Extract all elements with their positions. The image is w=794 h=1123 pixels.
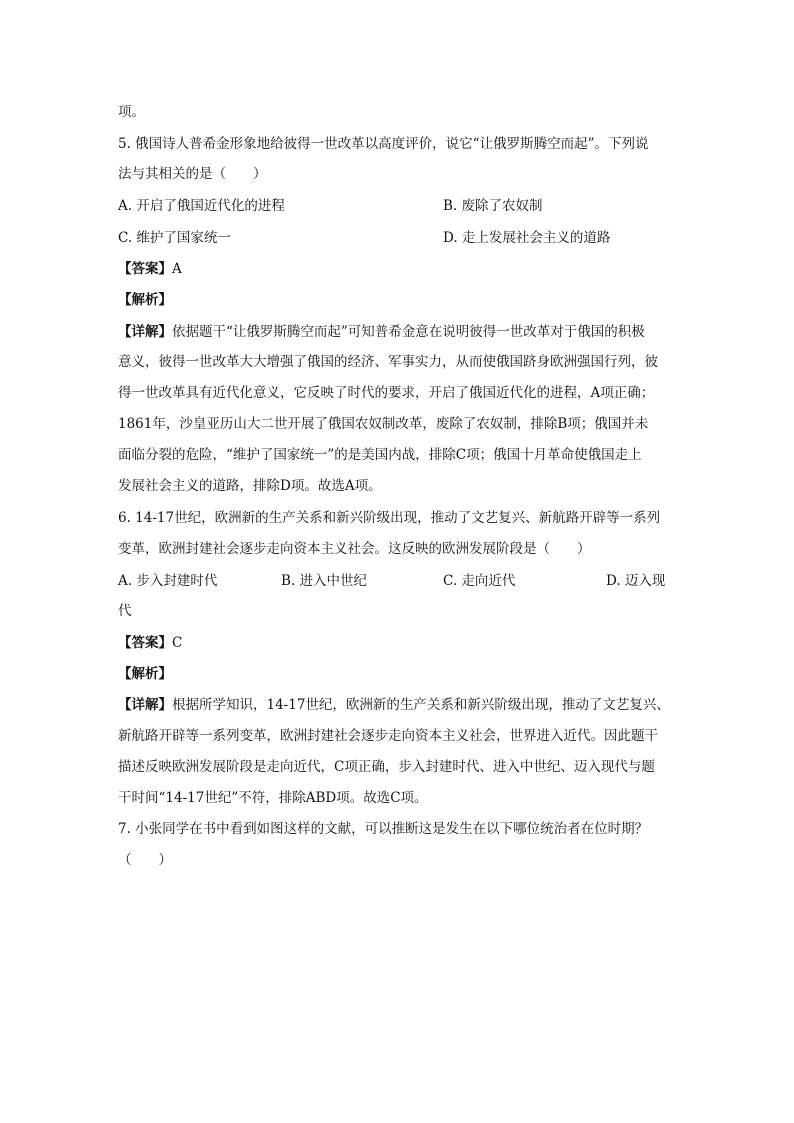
q7-stem-line-2: （ ） xyxy=(118,852,172,868)
q6-stem-line-1: 6. 14-17世纪，欧洲新的生产关系和新兴阶级出现，推动了文艺复兴、新航路开辟等一系列 xyxy=(118,510,661,526)
analysis-tag: 【解析】 xyxy=(118,666,172,682)
detail-tag: 【详解】 xyxy=(118,697,172,713)
q6-option-d: D. 迈入现 xyxy=(606,573,666,589)
q5-option-b: B. 废除了农奴制 xyxy=(443,198,543,214)
q5-detail-line-5: 面临分裂的危险，“维护了国家统一”的是美国内战，排除C项；俄国十月革命使俄国走上 xyxy=(118,447,642,463)
q6-answer xyxy=(118,634,182,652)
q5-detail-line-4: 1861年，沙皇亚历山大二世开展了俄国农奴制改革，废除了农奴制，排除B项；俄国并未 xyxy=(118,416,649,432)
detail-tag: 【详解】 xyxy=(118,324,172,340)
answer-tag: 【答案】 xyxy=(118,261,172,277)
q5-answer xyxy=(118,260,182,278)
q5-option-c: C. 维护了国家统一 xyxy=(118,230,231,246)
analysis-tag: 【解析】 xyxy=(118,292,172,308)
q6-option-c: C. 走向近代 xyxy=(443,573,516,589)
q5-detail-line-2: 意义，彼得一世改革大大增强了俄国的经济、军事实力，从而使俄国跻身欧洲强国行列，彼 xyxy=(118,354,658,370)
q6-option-d-wrap: 代 xyxy=(118,603,132,619)
q5-detail-line-3: 得一世改革具有近代化意义，它反映了时代的要求，开启了俄国近代化的进程，A项正确； xyxy=(118,385,655,401)
answer-tag: 【答案】 xyxy=(118,635,172,651)
detail-text: 依据题干“让俄罗斯腾空而起”可知普希金意在说明彼得一世改革对于俄国的积极 xyxy=(172,324,645,340)
q6-detail-line-3: 描述反映欧洲发展阶段是走向近代，C项正确，步入封建时代、进入中世纪、迈入现代与题 xyxy=(118,759,655,775)
q5-stem-line-2: 法与其相关的是（ ） xyxy=(118,166,267,182)
q6-analysis-tag xyxy=(118,665,172,683)
q6-detail-line-4: 干时间“14-17世纪”不符，排除ABD项。故选C项。 xyxy=(118,790,428,806)
q6-detail-line-1 xyxy=(118,696,670,714)
q6-stem-line-2: 变革，欧洲封建社会逐步走向资本主义社会。这反映的欧洲发展阶段是（ ） xyxy=(118,541,591,557)
detail-text: 根据所学知识，14-17世纪，欧洲新的生产关系和新兴阶级出现，推动了文艺复兴、 xyxy=(172,697,670,713)
previous-question-tail: 项。 xyxy=(118,104,145,120)
q7-stem-line-1: 7. 小张同学在书中看到如图这样的文献，可以推断这是发生在以下哪位统治者在位时期？ xyxy=(118,821,649,837)
q5-detail-line-6: 发展社会主义的道路，排除D项。故选A项。 xyxy=(118,478,382,494)
answer-value: A xyxy=(172,261,182,277)
q5-detail-line-1 xyxy=(118,323,645,341)
q6-option-a: A. 步入封建时代 xyxy=(118,573,218,589)
q5-analysis-tag xyxy=(118,291,172,309)
q6-detail-line-2: 新航路开辟等一系列变革，欧洲封建社会逐步走向资本主义社会，世界进入近代。因此题干 xyxy=(118,728,658,744)
q6-option-b: B. 进入中世纪 xyxy=(281,573,368,589)
q5-stem-line-1: 5. 俄国诗人普希金形象地给彼得一世改革以高度评价，说它“让俄罗斯腾空而起”。下列说 xyxy=(118,136,649,152)
answer-value: C xyxy=(172,635,183,651)
q5-option-d: D. 走上发展社会主义的道路 xyxy=(443,230,611,246)
q5-option-a: A. 开启了俄国近代化的进程 xyxy=(118,198,285,214)
